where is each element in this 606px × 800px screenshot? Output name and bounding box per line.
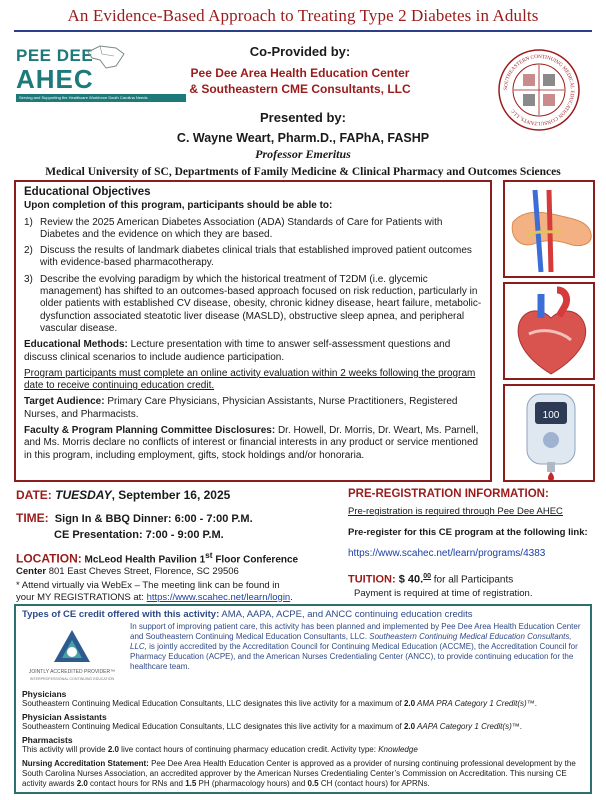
evaluation-requirement: Program participants must complete an online activity evaluation within 2 weeks following the program date to receive continuing education credit.: [24, 367, 476, 392]
ahec-logo-line2: AHEC: [16, 64, 94, 94]
event-location: LOCATION: McLeod Health Pavilion 1st Floor Conference: [16, 550, 299, 566]
ce-credit-box: [14, 604, 592, 794]
glucometer-reading: 100: [542, 410, 560, 421]
event-time-dinner: TIME: Sign In & BBQ Dinner: 6:00 - 7:00 P.M.: [16, 511, 253, 525]
presented-by-label: Presented by:: [260, 110, 346, 125]
jap-text-line1: JOINTLY ACCREDITED PROVIDER™: [28, 669, 116, 675]
glucometer-icon: [505, 386, 595, 482]
tuition: TUITION: $ 40.00 for all Participants: [348, 573, 514, 586]
event-address: Center 801 East Cheves Street, Florence, SC 29506: [16, 566, 239, 578]
presenter-name: C. Wayne Weart, Pharm.D., FAPhA, FASHP: [176, 131, 430, 145]
presenter-title: Professor Emeritus: [255, 147, 351, 161]
objective-item: 2) Discuss the results of landmark diabetes clinical trials that established improved patient outcomes with evidence-based pharmacotherapy.: [24, 245, 472, 269]
co-provided-block: [160, 44, 440, 97]
disclosures: Faculty & Program Planning Committee Disclosures: Dr. Howell, Dr. Morris, Dr. Weart, Ms. Parnell, and Ms. Morris declare no conflicts of interest or financial interests in any product or service mentioned in this program, including employment, gifts, stock holdings and/or honoraria.: [24, 425, 479, 461]
registration-required: Pre-registration is required through Pee Dee AHEC: [348, 506, 563, 517]
ce-types: Types of CE credit offered with this activity: AMA, AAPA, ACPE, and ANCC continuing education credits: [22, 609, 473, 620]
objectives-heading: Educational Objectives: [24, 186, 151, 198]
pancreas-icon: [505, 182, 595, 278]
objectives-intro: Upon completion of this program, participants should be able to:: [24, 200, 333, 212]
co-provider-org1: Pee Dee Area Health Education Center: [190, 66, 410, 80]
ce-credit-details: [22, 686, 588, 789]
event-details: [16, 488, 336, 603]
co-provided-label: Co-Provided by:: [249, 44, 351, 59]
login-link[interactable]: https://www.scahec.net/learn/login: [146, 591, 291, 603]
joint-accreditation-statement: In support of improving patient care, this activity has been planned and implemented by Pee Dee Area Health Education Center and Southeastern Continuing Medical Education Consultants, LLC. Southeastern Continuing Medical Education Consultants, LLC, is jointly accredited by the Accreditation Council for Continuing Medical Education (ACCME), the Accreditation Council for Pharmacy Education (ACPE), and the American Nurses Credentialing Center (ANCC), to provide continuing education for the healthcare team.: [130, 622, 581, 671]
glucometer-image: [503, 384, 595, 482]
pancreas-image: [503, 180, 595, 278]
pa-heading: Physician Assistants: [22, 712, 107, 722]
objectives-list: [24, 217, 482, 336]
educational-methods: Educational Methods: Lecture presentation with time to answer self-assessment questions and discuss clinical scenarios to include audience participation.: [24, 339, 451, 363]
educational-objectives-box: [14, 180, 492, 482]
objective-item: 1) Review the 2025 American Diabetes Association (ADA) Standards of Care for Patients with Diabetes and the evidence on which they are based.: [24, 216, 443, 240]
objective-item: 3) Describe the evolving paradigm by which the historical treatment of T2DM (i.e. glycemic management) has shifted to an outcomes-based approach focused on risk reduction, particularly in older patients with established CV disease, obesity, chronic kidney disease, heart failure, metabolic-dysfunction associated steatotic liver disease (MASLD), obstructive sleep apnea, and peripheral vascular disease.: [24, 273, 482, 334]
title-divider: [14, 30, 592, 32]
presenter-block: [0, 110, 606, 178]
target-audience: Target Audience: Primary Care Physicians, Physician Assistants, Nurse Practitioners, Registered Nurses, and Pharmacists.: [24, 396, 458, 420]
registration-prompt: Pre-register for this CE program at the following link:: [348, 527, 588, 538]
seal-text: SOUTHEASTERN CONTINUING MEDICAL EDUCATION CONSULTANTS, LLC: [502, 53, 576, 127]
registration-info: [348, 488, 598, 599]
event-date: DATE: TUESDAY, September 16, 2025: [16, 488, 231, 502]
pee-dee-ahec-logo: [16, 44, 180, 102]
jap-text-line2: INTERPROFESSIONAL CONTINUING EDUCATION: [29, 677, 115, 681]
nursing-accreditation-statement: Nursing Accreditation Statement: Pee Dee Area Health Education Center is approved as a provider of nursing continuing professional development by the South Carolina Nurses Association, an accredited approver by the American Nurses Credentialing Center’s Commission on Accreditation. This nursing CE activity awards 2.0 contact hours for RNs and 1.5 PH (pharmacology hours) and 0.5 CH (contact hours) for APRNs.: [22, 759, 576, 788]
ahec-tagline: Serving and Supporting the Healthcare Workforce South Carolina Needs: [16, 94, 186, 102]
pharmacists-credit: This activity will provide 2.0 live contact hours of continuing pharmacy education credit. Activity type: Knowledge: [22, 745, 418, 754]
virtual-attendance-note: * Attend virtually via WebEx – The meeting link can be found in your MY REGISTRATIONS at: https://www.scahec.net/learn/login.: [16, 580, 293, 603]
ahec-logo-line1: PEE DEE: [16, 46, 94, 65]
joint-accreditation-logo: [24, 628, 120, 684]
registration-heading: PRE-REGISTRATION INFORMATION:: [348, 488, 549, 500]
payment-note: Payment is required at time of registration.: [354, 587, 533, 599]
pa-credit: Southeastern Continuing Medical Education Consultants, LLC designates this live activity for a maximum of 2.0 AAPA Category 1 Credit(s)™.: [22, 722, 522, 731]
page-title: An Evidence-Based Approach to Treating Type 2 Diabetes in Adults: [67, 6, 539, 25]
event-time-presentation: CE Presentation: 7:00 - 9:00 P.M.: [54, 529, 224, 541]
heart-image: [503, 282, 595, 380]
pharmacists-heading: Pharmacists: [22, 735, 73, 745]
presenter-affiliation: Medical University of SC, Departments of Family Medicine & Clinical Pharmacy and Outcomes Sciences: [45, 166, 561, 178]
registration-link[interactable]: https://www.scahec.net/learn/programs/4383: [348, 548, 546, 559]
co-provider-org2: & Southeastern CME Consultants, LLC: [189, 82, 411, 96]
physicians-heading: Physicians: [22, 689, 67, 699]
heart-icon: [505, 284, 595, 380]
physicians-credit: Southeastern Continuing Medical Education Consultants, LLC designates this live activity for a maximum of 2.0 AMA PRA Category 1 Credit(s)™.: [22, 699, 537, 708]
